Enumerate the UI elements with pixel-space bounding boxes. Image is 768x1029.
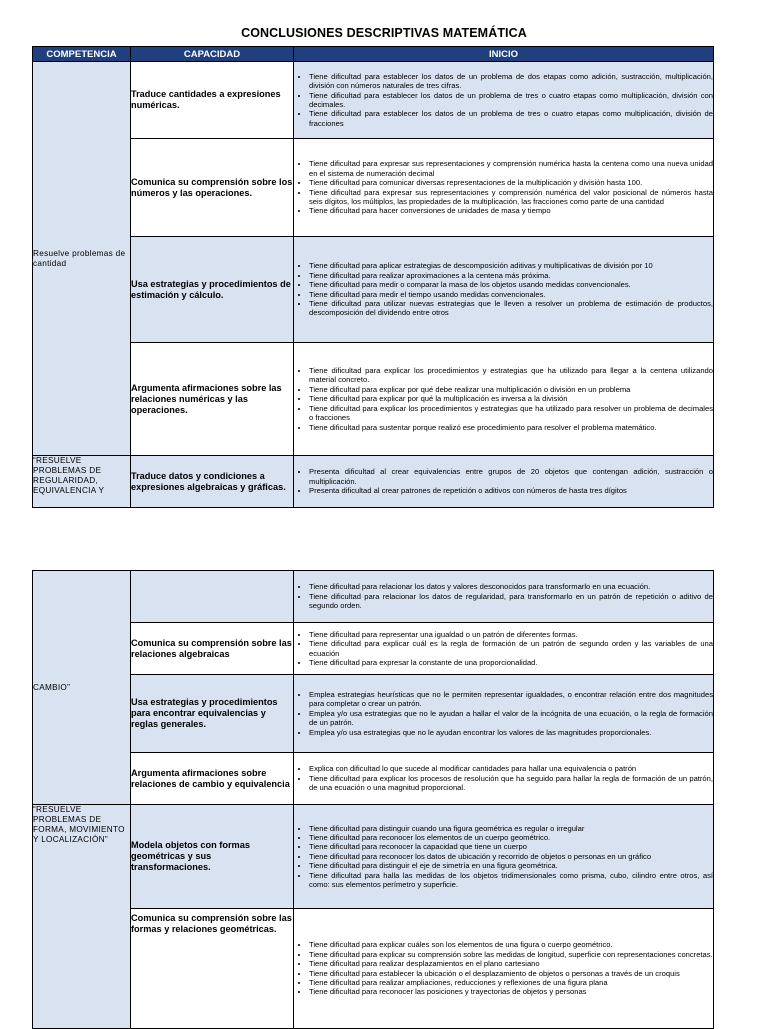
competencia-cell: “RESUELVE PROBLEMAS DE FORMA, MOVIMIENTO Y LOCALIZACIÓN” <box>33 805 131 1029</box>
capacidad-cell: Comunica su comprensión sobre las formas y relaciones geométricas. <box>131 909 294 1029</box>
descriptor-item: • Tiene dificultad para relacionar los datos y valores desconocidos para transformarlo en una ecuación. <box>309 582 713 591</box>
descriptor-item: • Emplea estrategias heurísticas que no le permiten representar igualdades, o encontrar relación entre dos magnitudes para completar o crear un patrón. <box>309 690 713 709</box>
descriptor-item: • Tiene dificultad para halla las medidas de los objetos tridimensionales como prisma, cubo, cilindro entre otros, así como: sus elementos perímetro y superficie. <box>309 871 713 890</box>
capacidad-cell: Traduce datos y condiciones a expresiones algebraicas y gráficas. <box>131 456 294 508</box>
descriptor-item: • Tiene dificultad para establecer los datos de un problema de dos etapas como adición, sustracción, multiplicación, división con números naturales de tres cifras. <box>309 72 713 91</box>
table-row <box>33 805 714 909</box>
capacidad-cell: Argumenta afirmaciones sobre las relaciones numéricas y las operaciones. <box>131 343 294 456</box>
table-row <box>33 343 714 456</box>
table-row <box>33 139 714 237</box>
inicio-cell <box>294 343 714 456</box>
descriptor-item: • Tiene dificultad para explicar su comprensión sobre las medidas de longitud, superficie con representaciones concretas. <box>309 950 713 959</box>
capacidad-cell: Comunica su comprensión sobre los números y las operaciones. <box>131 139 294 237</box>
competency-table-page-1 <box>32 46 714 508</box>
descriptor-item: • Tiene dificultad para distinguir el eje de simetría en una figura geométrica. <box>309 861 713 870</box>
descriptor-item: • Tiene dificultad para explicar los procesos de resolución que ha seguido para hallar la regla de formación de un patrón, de una ecuación o una magnitud proporcional. <box>309 774 713 793</box>
inicio-cell <box>294 571 714 623</box>
capacidad-cell: Usa estrategias y procedimientos de estimación y cálculo. <box>131 237 294 343</box>
descriptor-item: • Tiene dificultad para hacer conversiones de unidades de masa y tiempo <box>309 206 713 215</box>
descriptor-item: • Tiene dificultad para explicar cuál es la regla de formación de un patrón de segundo orden y las variables de una ecuación <box>309 639 713 658</box>
descriptor-list <box>294 159 713 215</box>
header-competencia: COMPETENCIA <box>33 47 131 62</box>
header-inicio: INICIO <box>294 47 714 62</box>
descriptor-item: • Tiene dificultad para explicar por qué la multiplicación es inversa a la división <box>309 394 713 403</box>
descriptor-item: • Tiene dificultad para expresar la constante de una proporcionalidad. <box>309 658 713 667</box>
table-row <box>33 675 714 753</box>
header-capacidad: CAPACIDAD <box>131 47 294 62</box>
capacidad-cell: Modela objetos con formas geométricas y sus transformaciones. <box>131 805 294 909</box>
descriptor-item: • Tiene dificultad para expresar sus representaciones y comprensión numérica hasta la centena como una nueva unidad en el sistema de numeración decimal <box>309 159 713 178</box>
descriptor-item: • Tiene dificultad para explicar los procedimientos y estrategias que ha utilizado para llegar a la centena utilizando material concreto. <box>309 366 713 385</box>
document-title: CONCLUSIONES DESCRIPTIVAS MATEMÁTICA <box>241 26 527 40</box>
capacidad-cell: Comunica su comprensión sobre las relaciones algebraicas <box>131 623 294 675</box>
capacidad-cell <box>131 571 294 623</box>
descriptor-list <box>294 690 713 737</box>
capacidad-cell: Argumenta afirmaciones sobre relaciones de cambio y equivalencia <box>131 753 294 805</box>
descriptor-item: • Emplea y/o usa estrategias que no le ayudan a hallar el valor de la incógnita de una ecuación, o la regla de formación de un patrón. <box>309 709 713 728</box>
descriptor-item: • Tiene dificultad para reconocer la capacidad que tiene un cuerpo <box>309 842 713 851</box>
descriptor-item: • Tiene dificultad para representar una igualdad o un patrón de diferentes formas. <box>309 630 713 639</box>
descriptor-item: • Tiene dificultad para explicar cuáles son los elementos de una figura o cuerpo geométrico. <box>309 940 713 949</box>
descriptor-item: • Tiene dificultad para aplicar estrategias de descomposición aditivas y multiplicativas de división por 10 <box>309 261 713 270</box>
descriptor-item: • Tiene dificultad para realizar ampliaciones, reducciones y reflexiones de una figura plana <box>309 978 713 987</box>
table-header-row <box>33 47 714 62</box>
descriptor-item: • Tiene dificultad para medir el tiempo usando medidas convencionales. <box>309 290 713 299</box>
competencia-cell: Resuelve problemas de cantidad <box>33 62 131 456</box>
descriptor-item: • Emplea y/o usa estrategias que no le ayudan encontrar los valores de las magnitudes proporcionales. <box>309 728 713 737</box>
competencia-cell <box>33 456 131 508</box>
descriptor-item: • Tiene dificultad para establecer los datos de un problema de tres o cuatro etapas como multiplicación, división de fracciones <box>309 109 713 128</box>
inicio-cell <box>294 139 714 237</box>
descriptor-item: • Presenta dificultad al crear patrones de repetición o aditivos con números de hasta tres dígitos <box>309 486 713 495</box>
descriptor-list <box>294 824 713 890</box>
competencia-text: “RESUELVE PROBLEMAS DE REGULARIDAD, EQUIVALENCIA Y <box>33 456 105 495</box>
competency-table-page-2 <box>32 570 714 1029</box>
descriptor-item: • Tiene dificultad para medir o comparar la masa de los objetos usando medidas convencionales. <box>309 280 713 289</box>
descriptor-item: • Tiene dificultad para expresar sus representaciones y comprensión numérica del valor posicional de números hasta seis dígitos, los múltiplos, las propiedades de la multiplicación, las fracciones como parte de una cantidad <box>309 188 713 207</box>
capacidad-cell: Usa estrategias y procedimientos para encontrar equivalencias y reglas generales. <box>131 675 294 753</box>
descriptor-item: • Tiene dificultad para distinguir cuando una figura geométrica es regular o irregular <box>309 824 713 833</box>
descriptor-item: • Tiene dificultad para sustentar porque realizó ese procedimiento para resolver el problema matemático. <box>309 423 713 432</box>
descriptor-item: • Tiene dificultad para utilizar nuevas estrategias que le lleven a resolver un problema de estimación de productos, descomposición del dividendo entre otros <box>309 299 713 318</box>
table-row <box>33 571 714 623</box>
inicio-cell <box>294 456 714 508</box>
descriptor-list <box>294 764 713 792</box>
descriptor-item: • Tiene dificultad para reconocer los datos de ubicación y recorrido de objetos o personas en un gráfico <box>309 852 713 861</box>
table-row <box>33 909 714 1029</box>
table-row <box>33 62 714 139</box>
inicio-cell <box>294 675 714 753</box>
table-row <box>33 753 714 805</box>
descriptor-item: • Presenta dificultad al crear equivalencias entre grupos de 20 objetos que contengan adición, sustracción o multiplicación. <box>309 467 713 486</box>
descriptor-item: • Tiene dificultad para reconocer los elementos de un cuerpo geométrico. <box>309 833 713 842</box>
descriptor-item: • Tiene dificultad para comunicar diversas representaciones de la multiplicación y división hasta 100. <box>309 178 713 187</box>
competencia-cell: CAMBIO” <box>33 571 131 805</box>
descriptor-item: • Tiene dificultad para establecer los datos de un problema de tres o cuatro etapas como multiplicación, división con decimales. <box>309 91 713 110</box>
descriptor-list <box>294 467 713 495</box>
inicio-cell <box>294 753 714 805</box>
inicio-cell <box>294 237 714 343</box>
table-row <box>33 456 714 508</box>
descriptor-item: • Tiene dificultad para relacionar los datos de regularidad, para transformarlo en un patrón de repetición o aditivo de segundo orden. <box>309 592 713 611</box>
inicio-cell <box>294 623 714 675</box>
descriptor-item: • Tiene dificultad para realizar aproximaciones a la centena más próxima. <box>309 271 713 280</box>
descriptor-item: • Tiene dificultad para explicar los procedimientos y estrategias que ha utilizado para resolver un problema de decimales o fracciones <box>309 404 713 423</box>
inicio-cell <box>294 909 714 1029</box>
table-row <box>33 237 714 343</box>
descriptor-list <box>294 582 713 610</box>
descriptor-list <box>294 72 713 128</box>
descriptor-item: • Tiene dificultad para reconocer las posiciones y trayectorias de objetos y personas <box>309 987 713 996</box>
table-row <box>33 623 714 675</box>
capacidad-cell: Traduce cantidades a expresiones numéricas. <box>131 62 294 139</box>
descriptor-list <box>294 261 713 317</box>
descriptor-list <box>294 630 713 668</box>
inicio-cell <box>294 62 714 139</box>
descriptor-item: • Explica con dificultad lo que sucede al modificar cantidades para hallar una equivalencia o patrón <box>309 764 713 773</box>
descriptor-item: • Tiene dificultad para establecer la ubicación o el desplazamiento de objetos o personas a través de un croquis <box>309 969 713 978</box>
descriptor-list <box>294 940 713 996</box>
descriptor-list <box>294 366 713 432</box>
descriptor-item: • Tiene dificultad para explicar por qué debe realizar una multiplicación o división en un problema <box>309 385 713 394</box>
descriptor-item: • Tiene dificultad para realizar desplazamientos en el plano cartesiano <box>309 959 713 968</box>
inicio-cell <box>294 805 714 909</box>
